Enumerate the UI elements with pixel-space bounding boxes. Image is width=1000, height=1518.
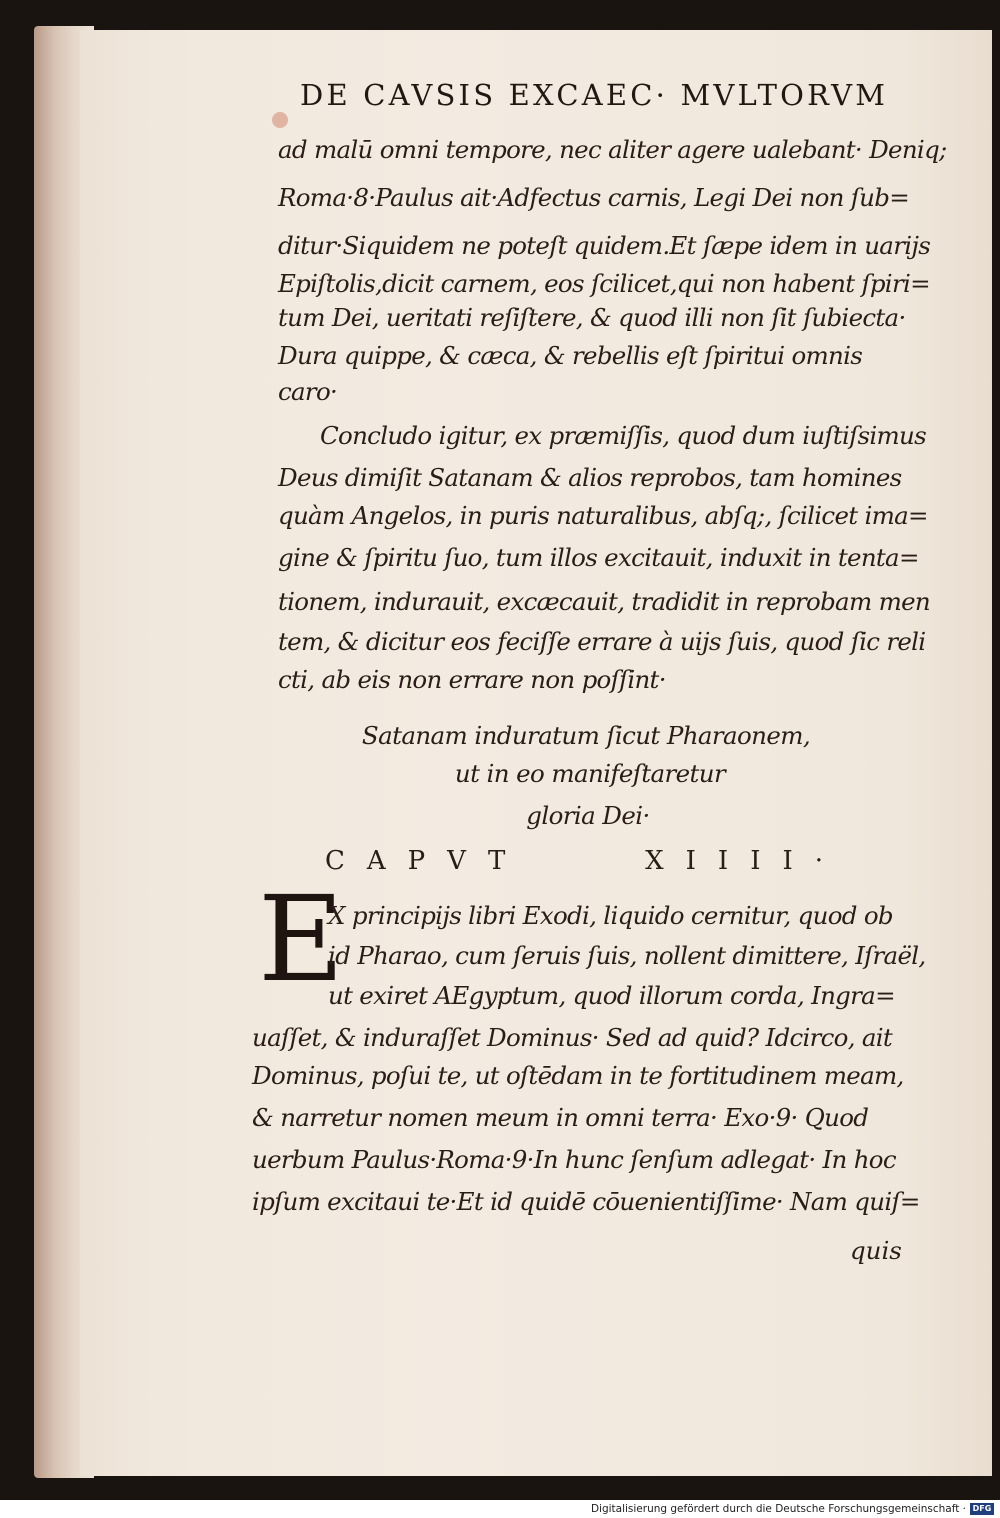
text-line: ut exiret AEgyptum, quod illorum corda, Ingra=	[328, 981, 895, 1010]
text-line: Dominus, poſui te, ut oſtēdam in te fortitudinem meam,	[252, 1061, 904, 1090]
dfg-logo: DFG	[970, 1503, 994, 1515]
text-line: id Pharao, cum ſeruis ſuis, nollent dimittere, Iſraël,	[328, 941, 926, 970]
text-line: tionem, indurauit, excæcauit, tradidit in reprobam men	[278, 587, 930, 616]
text-line: caro·	[278, 377, 338, 406]
drop-cap: E	[258, 870, 345, 1008]
running-head: DE CAVSIS EXCAEC· MVLTORVM	[300, 78, 889, 112]
chapter-heading	[325, 846, 845, 876]
text-line: Dura quippe, & cæca, & rebellis eſt ſpiritui omnis	[278, 341, 863, 370]
text-line: & narretur nomen meum in omni terra· Exo·9· Quod	[252, 1103, 869, 1132]
text-line: uaſſet, & induraſſet Dominus· Sed ad quid? Idcirco, ait	[252, 1023, 893, 1052]
chapter-summary-line: Satanam induratum ſicut Pharaonem,	[361, 721, 811, 750]
chapter-number: XIIII·	[645, 846, 845, 876]
text-line: Deus dimiſit Satanam & alios reprobos, tam homines	[278, 463, 902, 492]
chapter-word: CAPVT	[325, 846, 528, 876]
text-line: ipſum excitaui te·Et id quidē cōuenientiſſime· Nam quiſ=	[252, 1187, 920, 1216]
text-line: ad malū omni tempore, nec aliter agere ualebant· Deniq;	[278, 135, 947, 164]
chapter-summary-line: ut in eo manifeſtaretur	[454, 759, 726, 788]
digitization-footer	[0, 1500, 1000, 1518]
text-line: X principijs libri Exodi, liquido cernitur, quod ob	[328, 901, 893, 930]
text-line: tem, & dicitur eos feciſſe errare à uijs ſuis, quod ſic reli	[278, 627, 926, 656]
chapter-summary-line: gloria Dei·	[526, 801, 650, 830]
text-line: uerbum Paulus·Roma·9·In hunc ſenſum adlegat· In hoc	[252, 1145, 896, 1174]
text-line: Epiſtolis,dicit carnem, eos ſcilicet,qui non habent ſpiri=	[278, 269, 930, 298]
text-line: tum Dei, ueritati reſiſtere, & quod illi non ſit ſubiecta·	[278, 303, 906, 332]
text-line: cti, ab eis non errare non poſſint·	[278, 665, 666, 694]
catchword: quis	[850, 1236, 902, 1265]
text-line: ditur·Siquidem ne poteſt quidem.Et ſæpe idem in uarijs	[278, 231, 931, 260]
text-line: quàm Angelos, in puris naturalibus, abſq;, ſcilicet ima=	[278, 501, 928, 530]
text-line: Concludo igitur, ex præmiſſis, quod dum iuſtiſsimus	[320, 421, 927, 450]
funding-credit: Digitalisierung gefördert durch die Deutsche Forschungsgemeinschaft ·	[590, 1503, 966, 1515]
text-line: gine & ſpiritu ſuo, tum illos excitauit, induxit in tenta=	[278, 543, 919, 572]
text-line: Roma·8·Paulus ait·Adfectus carnis, Legi Dei non ſub=	[278, 183, 910, 212]
